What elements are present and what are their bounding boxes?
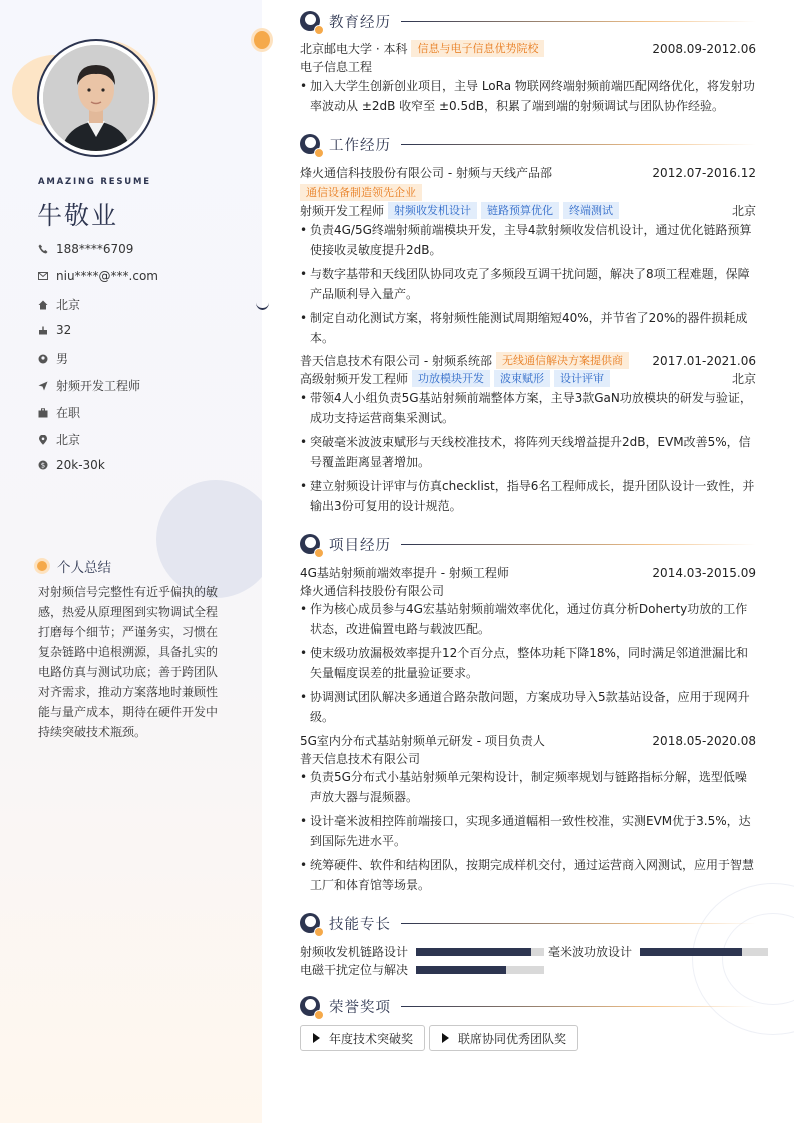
project-org: 普天信息技术有限公司 (300, 752, 421, 766)
project-date: 2014.03-2015.09 (652, 565, 756, 580)
decor-arc (256, 295, 269, 310)
project-name: 4G基站射频前端效率提升 - 射频工程师 (300, 566, 509, 580)
job-role-row (300, 370, 756, 387)
job-bullet: • 突破毫米波波束赋形与天线校准技术，将阵列天线增益提升2dB，EVM改善5%，信号覆盖距离显著增加。 (300, 432, 756, 472)
section-title: 技能专长 (329, 916, 391, 933)
job-bullet: • 带领4人小组负责5G基站射频前端整体方案，主导3款GaN功放模块的研发与验证，成功支持运营商集采测试。 (300, 388, 756, 428)
section-divider (401, 544, 756, 545)
project-bullet: • 统筹硬件、软件和结构团队，按期完成样机交付，通过运营商入网测试，应用于智慧工厂和体育馆等场景。 (300, 855, 756, 895)
status-text: 在职 (56, 406, 81, 420)
job-role-row (300, 202, 756, 219)
skill-tag: 设计评审 (554, 370, 610, 387)
play-icon (313, 1033, 320, 1043)
skill-tag: 终端测试 (563, 202, 619, 219)
section-skills (300, 912, 756, 934)
section-title: 荣誉奖项 (329, 999, 391, 1016)
job-date: 2012.07-2016.12 (652, 165, 756, 180)
skill-bar-fill (416, 966, 506, 974)
skill-tag: 功放模块开发 (412, 370, 490, 387)
skill-name: 毫米波功放设计 (548, 945, 633, 959)
job-city: 北京 (731, 204, 756, 218)
skill-bar-fill (640, 948, 742, 956)
award-item (300, 1025, 425, 1051)
project-org: 烽火通信科技股份有限公司 (300, 584, 445, 598)
play-icon (442, 1033, 449, 1043)
job-bullet: • 负责4G/5G终端射频前端模块开发，主导4款射频收发信机设计，通过优化链路预算使接收灵敏度提升2dB。 (300, 220, 756, 260)
section-awards (300, 995, 756, 1017)
location-text: 北京 (56, 298, 81, 312)
job-date: 2017.01-2021.06 (652, 353, 756, 368)
section-icon (300, 11, 320, 31)
position-text: 射频开发工程师 (56, 379, 141, 393)
section-icon (300, 534, 320, 554)
skill-tag: 射频收发机设计 (388, 202, 477, 219)
city-text: 北京 (56, 433, 81, 447)
job-company: 烽火通信科技股份有限公司 - 射频与天线产品部 (300, 166, 552, 180)
section-divider (401, 1006, 756, 1007)
skill-bar (416, 948, 544, 956)
education-major: 电子信息工程 (300, 60, 373, 74)
education-bullet: • 加入大学生创新创业项目，主导 LoRa 物联网终端射频前端匹配网络优化，将发射功率波动从 ±2dB 收窄至 ±0.5dB，积累了端到端的射频调试与团队协作经验。 (300, 76, 756, 116)
project-header (300, 732, 756, 749)
summary-title: 个人总结 (57, 560, 111, 576)
salary-text: 20k-30k (56, 458, 105, 472)
skill-item (300, 943, 544, 960)
section-education (300, 10, 756, 32)
school: 北京邮电大学 · 本科 (300, 42, 408, 56)
age-text: 32 (56, 323, 72, 337)
project-bullet: • 协调测试团队解决多通道合路杂散问题，方案成功导入5款基站设备，应用于现网升级。 (300, 687, 756, 727)
gender-text: 男 (56, 352, 69, 366)
skill-tag: 波束赋形 (494, 370, 550, 387)
summary-text: 对射频信号完整性有近乎偏执的敏感，热爱从原理图到实物调试全程打磨每个细节；严谨务实，习惯在复杂链路中追根溯源，具备扎实的电路仿真与测试功底；善于跨团队对齐需求，推动方案落地时兼顾性能与量产成本，期待在硬件开发中持续突破技术瓶颈。 (38, 585, 219, 739)
education-date: 2008.09-2012.06 (652, 41, 756, 56)
school-badge: 信息与电子信息优势院校 (411, 40, 544, 57)
skill-bar (640, 948, 768, 956)
section-divider (401, 144, 756, 145)
project-bullet: • 作为核心成员参与4G宏基站射频前端效率优化，通过仿真分析Doherty功放的工作状态，改进偏置电路与载波匹配。 (300, 599, 756, 639)
section-icon (300, 913, 320, 933)
job-role: 高级射频开发工程师 (300, 372, 409, 386)
section-title: 工作经历 (329, 137, 391, 154)
section-work (300, 133, 756, 155)
job-header (300, 164, 756, 181)
email-text: niu****@***.com (56, 269, 158, 283)
job-role: 射频开发工程师 (300, 204, 385, 218)
section-divider (401, 21, 756, 22)
job-bullet: • 与数字基带和天线团队协同攻克了多频段互调干扰问题，解决了8项工程难题，保障产品顺利导入量产。 (300, 264, 756, 304)
job-city: 北京 (731, 372, 756, 386)
skill-bar-fill (416, 948, 531, 956)
section-icon (300, 134, 320, 154)
section-title: 项目经历 (329, 537, 391, 554)
skill-name: 射频收发机链路设计 (300, 945, 409, 959)
job-bullet: • 制定自动化测试方案，将射频性能测试周期缩短40%，并节省了20%的器件损耗成本。 (300, 308, 756, 348)
project-bullet: • 使末级功放漏极效率提升12个百分点，整体功耗下降18%，同时满足邻道泄漏比和矢量幅度误差的批量验证要求。 (300, 643, 756, 683)
skill-bar (416, 966, 544, 974)
award-name: 年度技术突破奖 (329, 1031, 414, 1046)
award-name: 联席协同优秀团队奖 (458, 1031, 567, 1046)
candidate-name: 牛敬业 (37, 201, 119, 230)
job-badge-row (300, 184, 756, 201)
decor-dot (254, 31, 270, 49)
section-divider (401, 923, 756, 924)
project-name: 5G室内分布式基站射频单元研发 - 项目负责人 (300, 734, 545, 748)
skill-tag: 链路预算优化 (481, 202, 559, 219)
company-badge: 通信设备制造领先企业 (300, 184, 422, 201)
job-company: 普天信息技术有限公司 - 射频系统部 (300, 354, 492, 368)
resume-label: AMAZING RESUME (38, 177, 151, 187)
section-projects (300, 533, 756, 555)
skill-name: 电磁干扰定位与解决 (300, 963, 409, 977)
section-icon (300, 996, 320, 1016)
company-badge: 无线通信解决方案提供商 (496, 352, 629, 369)
project-header (300, 564, 756, 581)
skill-item (548, 943, 768, 960)
award-item (429, 1025, 578, 1051)
project-date: 2018.05-2020.08 (652, 733, 756, 748)
section-title: 教育经历 (329, 14, 391, 31)
job-header (300, 352, 756, 369)
skill-item (300, 961, 544, 978)
project-bullet: • 负责5G分布式小基站射频单元架构设计，制定频率规划与链路指标分解，选型低噪声放大器与混频器。 (300, 767, 756, 807)
education-row (300, 40, 756, 57)
job-bullet: • 建立射频设计评审与仿真checklist，指导6名工程师成长，提升团队设计一致性，并输出3份可复用的设计规范。 (300, 476, 756, 516)
project-bullet: • 设计毫米波相控阵前端接口，实现多通道幅相一致性校准，实测EVM优于3.5%，达到国际先进水平。 (300, 811, 756, 851)
phone-text: 188****6709 (56, 242, 134, 256)
svg-text:$: $ (40, 461, 46, 470)
